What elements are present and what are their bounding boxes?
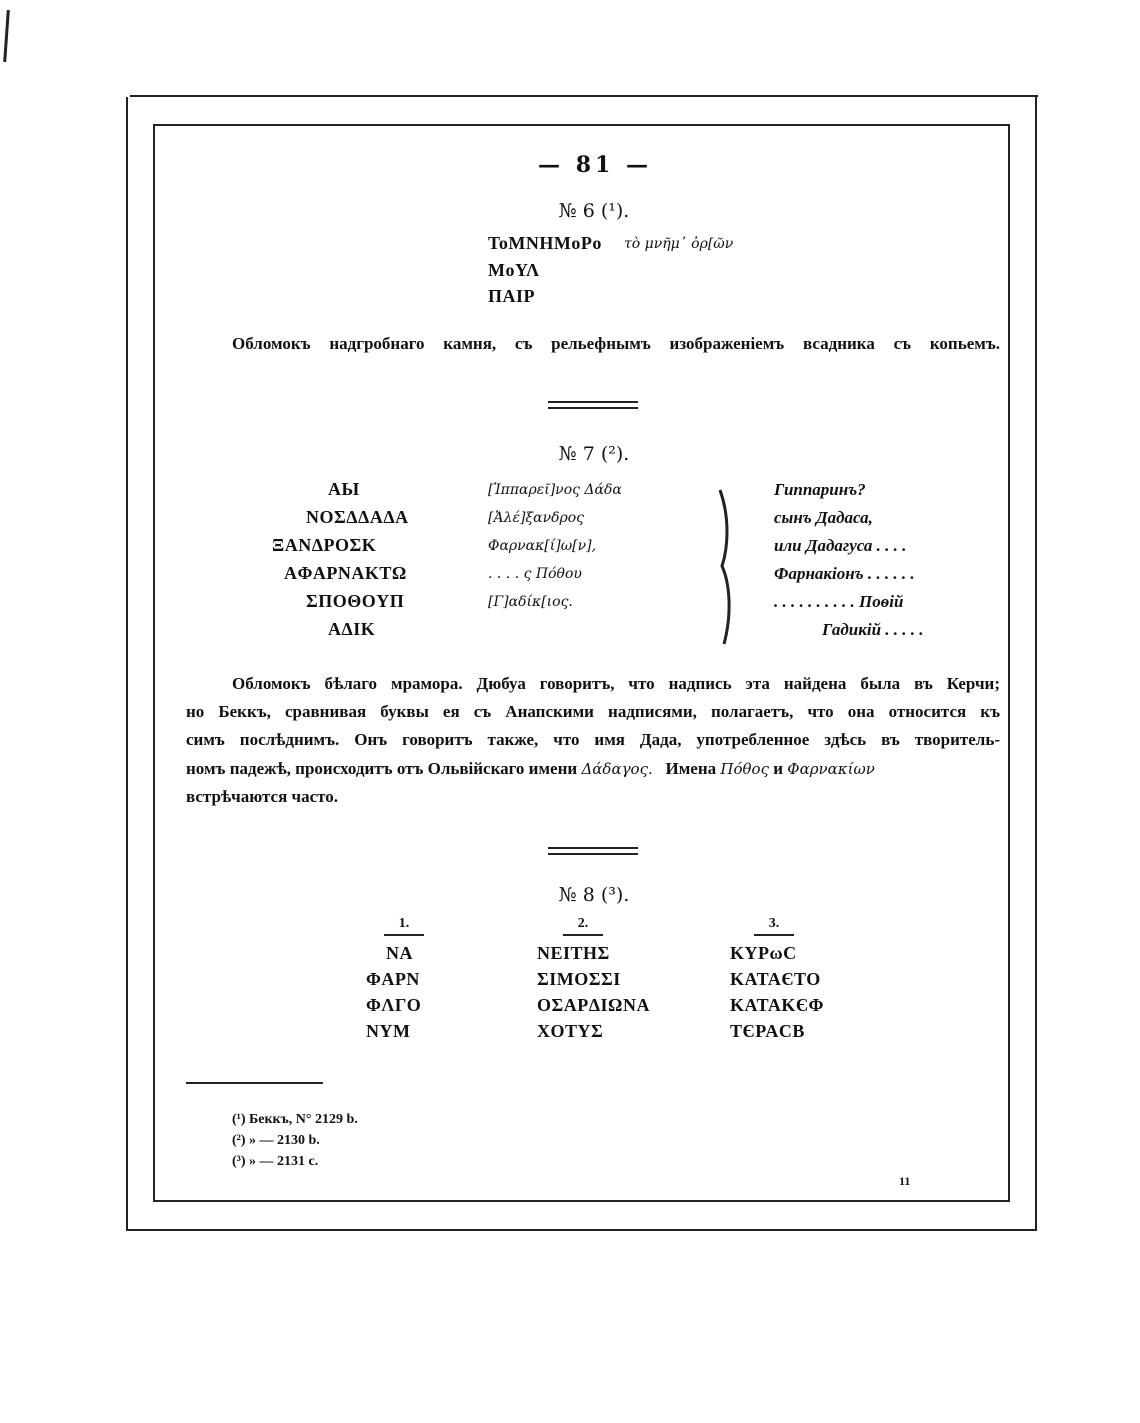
section-7-russian-line: Фарнакіонъ . . . . . . bbox=[774, 564, 915, 583]
column-3-line: KATAKЄΦ bbox=[730, 995, 824, 1015]
column-2-line: XOΤΥΣ bbox=[537, 1021, 604, 1041]
section-7-greek-line: . . . . ς Πόθου bbox=[488, 566, 582, 582]
column-1-line: ΦAPN bbox=[366, 969, 420, 989]
column-3-line: KΥPωC bbox=[730, 943, 797, 963]
section-6-description: Обломокъ надгробнаго камня, съ рельефнымъ изображеніемъ всадника съ копьемъ. bbox=[232, 334, 1000, 353]
section-7-inscription-line: ΣΠOΘOΥΠ bbox=[306, 591, 405, 611]
column-2-label: 2. bbox=[563, 916, 603, 936]
section-7-russian-line: сынъ Дадаса, bbox=[774, 508, 873, 527]
column-2-line: NEIΤHΣ bbox=[537, 943, 610, 963]
section-divider bbox=[548, 847, 638, 855]
section-6-transcription: τὸ μνῆμ᾽ ὀρ[ῶν bbox=[624, 236, 734, 252]
section-7-greek-line: [Ἀλέ]ξανδρος bbox=[488, 510, 585, 526]
section-7-inscription-line: ΞANΔPOΣK bbox=[272, 535, 377, 555]
column-1-line: NA bbox=[386, 943, 413, 963]
section-7-russian-line: или Дадагуса . . . . bbox=[774, 536, 907, 555]
section-7-greek-line: [Γ]αδίκ[ιος. bbox=[488, 594, 573, 610]
section-7-russian-line: Гиппаринъ? bbox=[774, 480, 866, 499]
section-7-inscription-line: AЫ bbox=[328, 479, 360, 499]
stray-ink-mark bbox=[3, 10, 10, 62]
outer-frame-top bbox=[130, 95, 1038, 97]
section-6-heading: № 6 (¹). bbox=[558, 200, 630, 222]
section-7-heading: № 7 (²). bbox=[558, 443, 630, 465]
outer-frame-bottom bbox=[126, 1229, 1037, 1231]
column-1-line: ΦΛΓO bbox=[366, 995, 422, 1015]
section-7-paragraph-line-5: встрѣчаются часто. bbox=[186, 787, 339, 806]
section-7-paragraph-line: симъ послѣднимъ. Онъ говоритъ также, что имя Дада, употребленное здѣсь въ творитель- bbox=[186, 730, 1000, 749]
column-3-line: ТЄPACB bbox=[730, 1021, 805, 1041]
page-number: — 81 — bbox=[538, 152, 652, 178]
column-1-label: 1. bbox=[384, 916, 424, 936]
column-3-line: KATAЄTO bbox=[730, 969, 821, 989]
signature-mark: 11 bbox=[899, 1174, 911, 1188]
footnote: (¹) Беккъ, N° 2129 b. bbox=[232, 1112, 358, 1127]
footnote: (³) » — 2131 c. bbox=[232, 1154, 319, 1169]
section-8-heading: № 8 (³). bbox=[558, 884, 630, 906]
section-divider bbox=[548, 401, 638, 409]
section-6-inscription-line: ΠAIP bbox=[488, 286, 535, 306]
footnote-rule bbox=[186, 1082, 323, 1084]
section-7-inscription-line: NOΣΔΔAΔA bbox=[306, 507, 409, 527]
section-7-greek-line: Φαρνακ[ί]ω[ν], bbox=[488, 538, 597, 554]
column-1-line: NΥM bbox=[366, 1021, 411, 1041]
section-6-inscription-line: ToMNHMoPo bbox=[488, 233, 602, 253]
section-7-inscription-line: AΦAPNAKTΩ bbox=[284, 563, 407, 583]
column-3-label: 3. bbox=[754, 916, 794, 936]
section-7-paragraph-line-4: номъ падежѣ, происходитъ отъ Ольвійскаго имени Δάδαγος. Имена Πόθος и Φαρνακίων bbox=[186, 759, 875, 778]
column-2-line: OΣAPΔIΩNA bbox=[537, 995, 650, 1015]
right-brace bbox=[700, 488, 740, 646]
outer-frame-right bbox=[1035, 97, 1037, 1231]
section-7-paragraph-line: но Беккъ, сравнивая буквы ея съ Анапскими надписями, полагаетъ, что она относится къ bbox=[186, 702, 1000, 721]
section-7-russian-line: . . . . . . . . . . Поѳій bbox=[774, 592, 904, 611]
outer-frame-left bbox=[126, 97, 128, 1231]
section-7-russian-line: Гадикій . . . . . bbox=[822, 620, 924, 639]
section-7-inscription-line: AΔIK bbox=[328, 619, 376, 639]
section-6-inscription-line: MoΥΛ bbox=[488, 260, 540, 280]
footnote: (²) » — 2130 b. bbox=[232, 1133, 320, 1148]
section-7-paragraph-line: Обломокъ бѣлаго мрамора. Дюбуа говоритъ, что надпись эта найдена была въ Керчи; bbox=[232, 674, 1000, 693]
section-7-greek-line: [Ἱππαρεῖ]νος Δάδα bbox=[488, 482, 622, 498]
column-2-line: ΣIMOΣΣI bbox=[537, 969, 621, 989]
